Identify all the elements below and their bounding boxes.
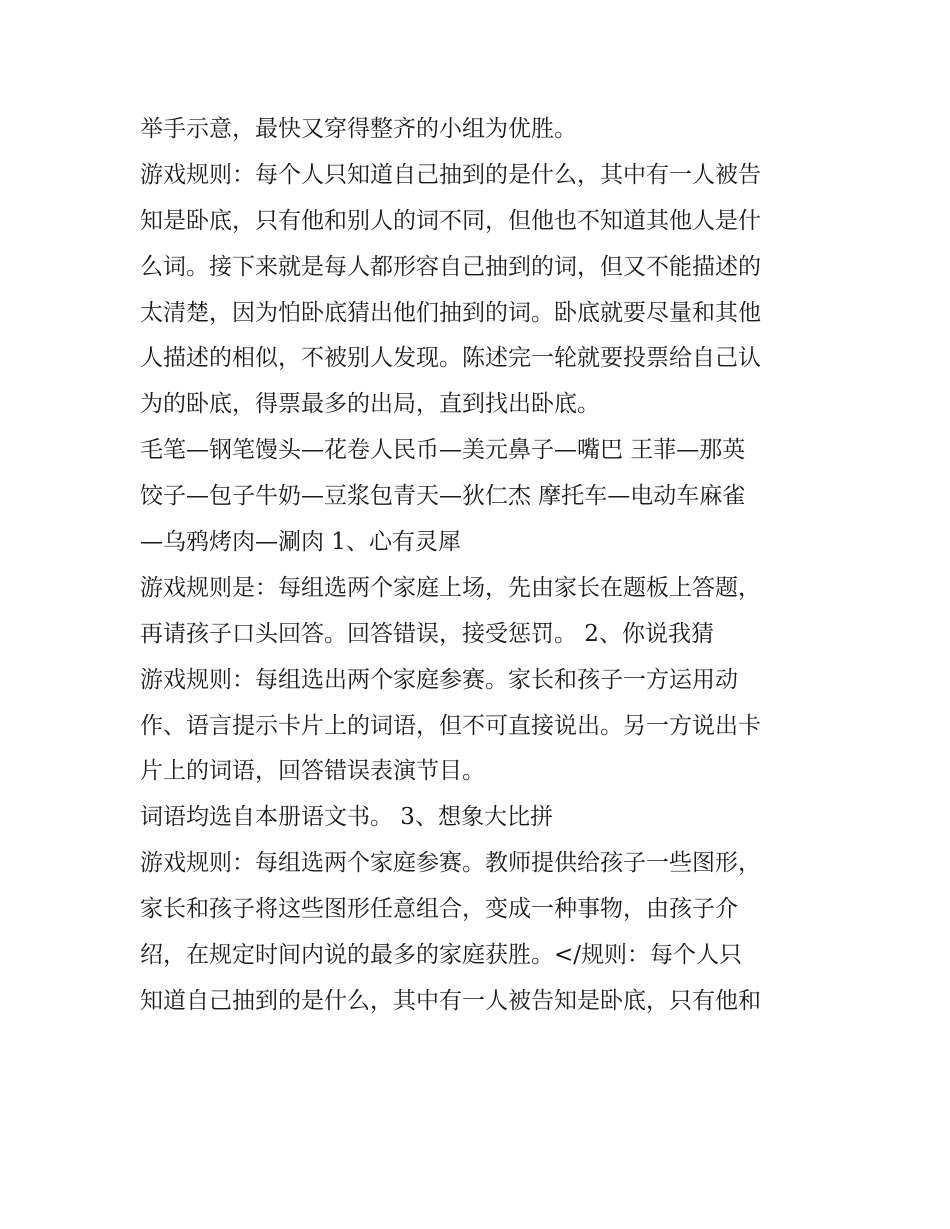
word-pairs-line: 饺子—包子牛奶—豆浆包青天—狄仁杰 摩托车—电动车麻雀 <box>140 483 746 510</box>
text-line: 太清楚，因为怕卧底猜出他们抽到的词。卧底就要尽量和其他 <box>140 299 761 326</box>
word-pairs-line: —乌鸦烤肉—涮肉 1、心有灵犀 <box>140 529 461 556</box>
text-line: 游戏规则：每个人只知道自己抽到的是什么，其中有一人被告 <box>140 161 761 188</box>
text-line: 作、语言提示卡片上的词语，但不可直接说出。另一方说出卡 <box>140 712 761 739</box>
text-line: 游戏规则：每组选两个家庭参赛。教师提供给孩子一些图形， <box>140 850 761 877</box>
text-line: 家长和孩子将这些图形任意组合，变成一种事物，由孩子介 <box>140 896 738 923</box>
text-line: 游戏规则：每组选出两个家庭参赛。家长和孩子一方运用动 <box>140 666 738 693</box>
text-line: 片上的词语，回答错误表演节目。 <box>140 758 485 785</box>
text-line: 知是卧底，只有他和别人的词不同，但他也不知道其他人是什 <box>140 207 761 234</box>
text-line: 么词。接下来就是每人都形容自己抽到的词，但又不能描述的 <box>140 253 761 280</box>
text-line: 游戏规则是：每组选两个家庭上场，先由家长在题板上答题， <box>140 574 761 601</box>
word-pairs-line: 毛笔—钢笔馒头—花卷人民币—美元鼻子—嘴巴 王菲—那英 <box>140 437 746 464</box>
text-line: 绍，在规定时间内说的最多的家庭获胜。</规则：每个人只 <box>140 942 743 969</box>
text-line: 人描述的相似，不被别人发现。陈述完一轮就要投票给自己认 <box>140 345 761 372</box>
text-line: 再请孩子口头回答。回答错误，接受惩罚。 2、你说我猜 <box>140 620 714 647</box>
text-line: 词语均选自本册语文书。 3、想象大比拼 <box>140 804 553 831</box>
body-text <box>140 107 820 1025</box>
text-line: 为的卧底，得票最多的出局，直到找出卧底。 <box>140 391 600 418</box>
text-line: 举手示意，最快又穿得整齐的小组为优胜。 <box>140 116 577 142</box>
text-line: 知道自己抽到的是什么，其中有一人被告知是卧底，只有他和 <box>140 987 761 1014</box>
